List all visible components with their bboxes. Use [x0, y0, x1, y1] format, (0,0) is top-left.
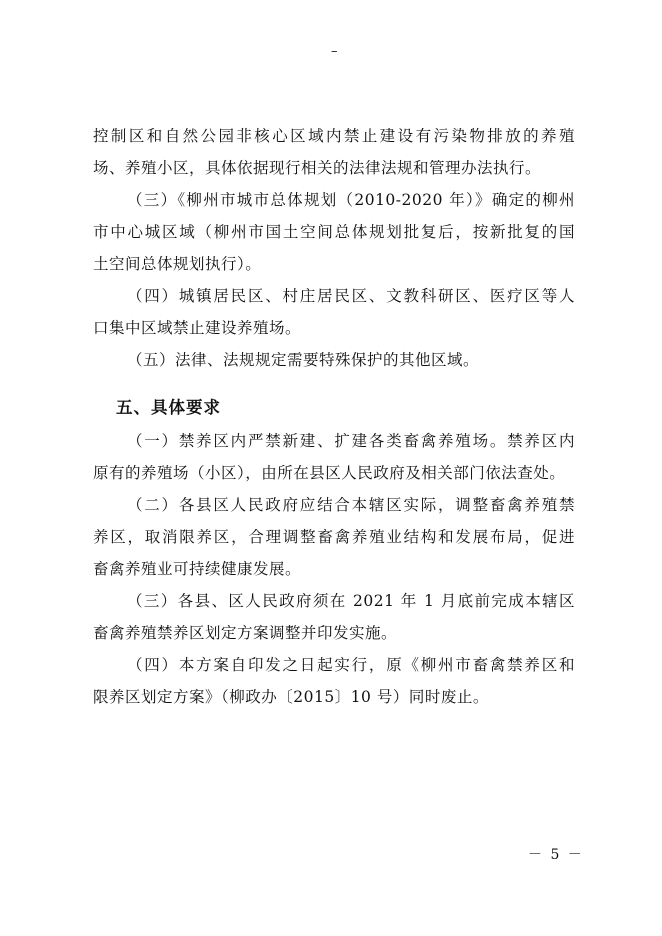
paragraph-line: 养区，取消限养区，合理调整畜禽养殖业结构和发展布局，促进	[93, 528, 575, 546]
paragraph-line: 畜禽养殖业可持续健康发展。	[93, 560, 302, 578]
body-text-before-heading	[93, 120, 575, 376]
paragraph-line: 场、养殖小区，具体依据现行相关的法律法规和管理办法执行。	[93, 159, 542, 177]
paragraph-line: 限养区划定方案》（柳政办〔2015〕10 号）同时废止。	[93, 688, 489, 706]
paragraph-line: （二）各县区人民政府应结合本辖区实际，调整畜禽养殖禁	[127, 496, 575, 514]
paragraph-line: （五）法律、法规规定需要特殊保护的其他区域。	[127, 351, 480, 369]
paragraph-line: 土空间总体规划执行）。	[93, 255, 262, 273]
paragraph-line: 市中心城区域（柳州市国土空间总体规划批复后，按新批复的国	[93, 223, 575, 241]
paragraph-line: （三）《柳州市城市总体规划（2010-2020 年）》确定的柳州	[127, 191, 575, 209]
paragraph-line: 原有的养殖场（小区），由所在县区人民政府及相关部门依法查处。	[93, 464, 566, 482]
section-heading: 五、具体要求	[116, 398, 221, 417]
header-mark: –	[331, 44, 338, 59]
paragraph-line: 口集中区域禁止建设养殖场。	[93, 319, 302, 337]
paragraph-line: （四）城镇居民区、村庄居民区、文教科研区、医疗区等人	[127, 287, 575, 305]
paragraph-line: 控制区和自然公园非核心区域内禁止建设有污染物排放的养殖	[93, 127, 575, 145]
paragraph-line: 畜禽养殖禁养区划定方案调整并印发实施。	[93, 624, 398, 642]
paragraph-line: （四）本方案自印发之日起实行，原《柳州市畜禽禁养区和	[127, 656, 575, 674]
paragraph-line: （三）各县、区人民政府须在 2021 年 1 月底前完成本辖区	[127, 592, 575, 610]
body-text-after-heading	[93, 425, 575, 713]
page-number: － 5 －	[528, 847, 584, 863]
paragraph-line: （一）禁养区内严禁新建、扩建各类畜禽养殖场。禁养区内	[127, 432, 575, 450]
